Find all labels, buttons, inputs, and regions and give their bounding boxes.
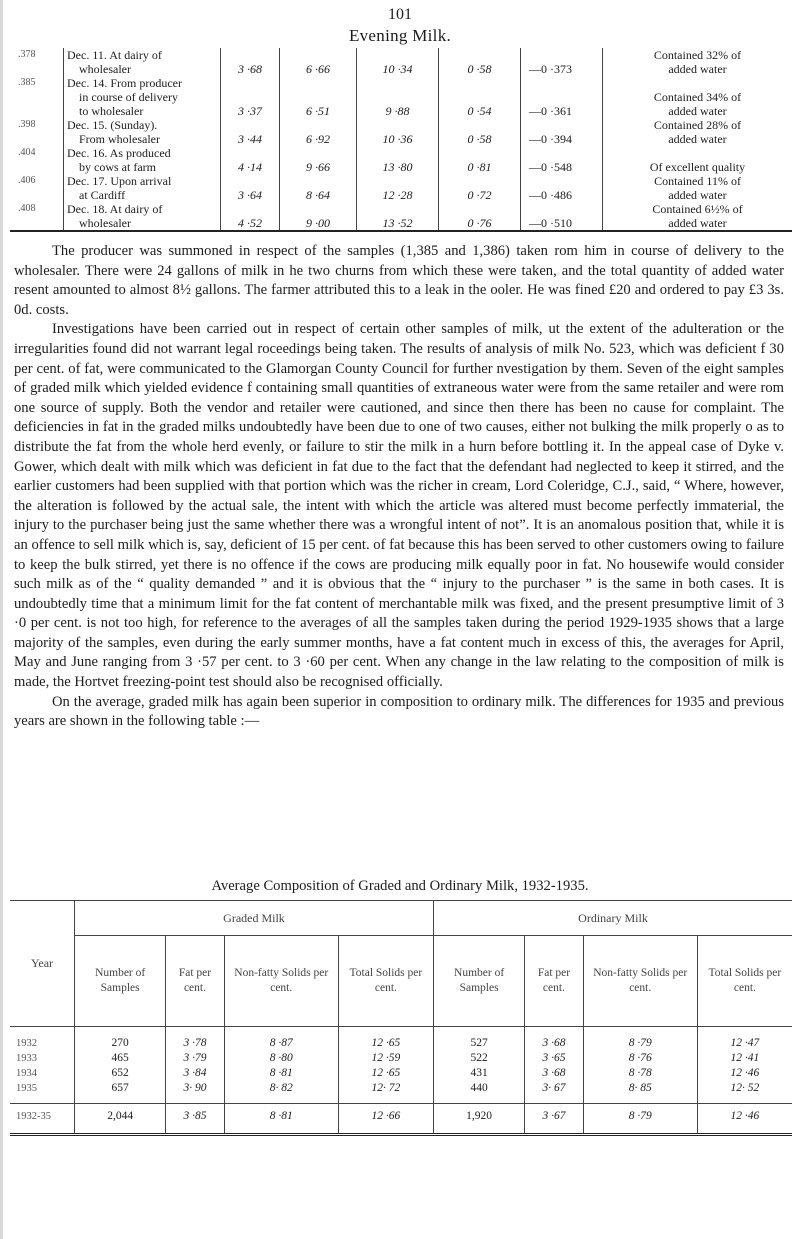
sample-total-solids: 13 ·52 (357, 202, 439, 231)
sample-remark: Contained 28% of added water (653, 118, 742, 146)
column-header: Total Solids per cent. (697, 936, 792, 1027)
table-row (10, 174, 792, 202)
sample-fat: 3 ·44 (221, 118, 280, 146)
sample-non-fatty-solids: 6 ·92 (280, 118, 357, 146)
table-cell: 3· 67 (525, 1081, 583, 1104)
column-header: Non-fatty Solids per cent. (583, 936, 697, 1027)
sample-number: .398 (10, 118, 64, 146)
table-cell: 3· 90 (166, 1081, 224, 1104)
sample-depression: —0 ·548 (521, 146, 603, 174)
sample-value: 0 ·54 (439, 76, 521, 118)
table-cell: 3 ·85 (166, 1104, 224, 1135)
column-header: Fat per cent. (166, 936, 224, 1027)
sample-description: Dec. 14. From producer in course of delivery to wholesaler (64, 76, 221, 118)
sample-value: 0 ·76 (439, 202, 521, 231)
page-number: 101 (388, 6, 412, 23)
table-cell: 12· 52 (697, 1081, 792, 1104)
sample-fat: 3 ·68 (221, 48, 280, 76)
section-title: Evening Milk. (348, 26, 452, 45)
sample-remark: Contained 34% of added water (653, 90, 742, 118)
sample-non-fatty-solids: 6 ·66 (280, 48, 357, 76)
year-header: Year (10, 901, 75, 1027)
sample-fat: 4 ·14 (221, 146, 280, 174)
sample-remark: Contained 32% of added water (653, 48, 742, 76)
table-row (10, 1066, 792, 1081)
sample-fat: 4 ·52 (221, 202, 280, 231)
sample-depression: —0 ·361 (521, 76, 603, 118)
sample-number: .404 (10, 146, 64, 174)
table-cell: 1,920 (433, 1104, 524, 1135)
table-cell: 8 ·81 (224, 1066, 338, 1081)
year-cell: 1932 (10, 1027, 75, 1052)
table-cell: 522 (433, 1051, 524, 1066)
sample-number: .408 (10, 202, 64, 231)
sample-fat: 3 ·37 (221, 76, 280, 118)
table-cell: 652 (75, 1066, 166, 1081)
sample-non-fatty-solids: 9 ·00 (280, 202, 357, 231)
body-text (14, 242, 784, 732)
table-cell: 657 (75, 1081, 166, 1104)
table-cell: 8 ·79 (583, 1104, 697, 1135)
table-cell: 3 ·68 (525, 1066, 583, 1081)
table-cell: 440 (433, 1081, 524, 1104)
table-cell: 8 ·79 (583, 1027, 697, 1052)
table-cell: 12 ·46 (730, 1067, 760, 1079)
table-cell: 12 ·65 (338, 1027, 433, 1052)
table-cell: 8· 82 (224, 1081, 338, 1104)
sample-description: Dec. 18. At dairy of wholesaler (64, 202, 221, 231)
graded-milk-header: Graded Milk (75, 901, 434, 936)
sample-value: 0 ·58 (439, 118, 521, 146)
column-header: Total Solids per cent. (338, 936, 433, 1027)
paragraph: On the average, graded milk has again been superior in composition to ordinary milk. The differences for 1935 and previous years are shown in the following table :— (14, 693, 784, 730)
table-row (10, 118, 792, 146)
year-cell: 1932-35 (10, 1104, 75, 1135)
table-cell: 8 ·80 (224, 1051, 338, 1066)
sample-remark: Of excellent quality (649, 160, 746, 174)
table-cell: 8 ·81 (224, 1104, 338, 1135)
sample-number: .385 (10, 76, 64, 118)
sample-number: .378 (10, 48, 64, 76)
table-cell: 12 ·41 (730, 1052, 760, 1064)
column-header: Number of Samples (75, 936, 166, 1027)
sample-value: 0 ·58 (439, 48, 521, 76)
table-row (10, 1051, 792, 1066)
table-cell: 3 ·84 (166, 1066, 224, 1081)
composition-table (10, 900, 792, 1136)
table-cell: 431 (433, 1066, 524, 1081)
sample-depression: —0 ·394 (521, 118, 603, 146)
sample-fat: 3 ·64 (221, 174, 280, 202)
sample-value: 0 ·81 (439, 146, 521, 174)
sample-depression: —0 ·373 (521, 48, 603, 76)
column-header: Number of Samples (433, 936, 524, 1027)
sample-description: Dec. 15. (Sunday). From wholesaler (64, 118, 221, 146)
column-header: Non-fatty Solids per cent. (224, 936, 338, 1027)
paragraph: Investigations have been carried out in respect of certain other samples of milk, ut the extent of the adulteration or the irregularities found did not warrant legal roceedings being taken. The results of analysis of milk No. 523, which was deficient f 30 per cent. of fat, were communicated to the Glamorgan County Council for further nvestigation by them. Seven of the eight samples of graded milk which yielded evidence f containing small quantities of extraneous water were from the same retailer and were rom one source of supply. Both the vendor and retailer were cautioned, and since then there has been no cause for complaint. The deficiencies in fat in the graded milks undoubtedly have been due to one of two causes, either not bulking the milk properly o as to distribute the fat from the whole herd evenly, or failure to stir the milk in a hurn before bottling it. In the appeal case of Dyke v. Gower, which dealt with milk which was deficient in fat due to the fact that the defendant had neglected to keep it stirred, and the earlier customers had been supplied with that portion which was the richer in cream, Lord Coleridge, C.J., said, “ Where, however, the alteration is followed by the actual sale, the intent with which the article was altered must become perfectly immaterial, the injury to the purchaser being just the same whether there was a wrongful intent of not”. It is an anomalous position that, while it is an offence to sell milk which is, say, deficient of 15 per cent. of fat because this has been served to other customers owing to failure to keep the bulk stirred, yet there is no offence if the cows are producing milk equally poor in fat. No housewife would consider such milk as of the “ quality demanded ” and it is obvious that the “ injury to the purchaser ” is the same in both cases. It is undoubtedly time that a minimum limit for the fat content of merchantable milk was fixed, and the present presumptive limit of 3 ·0 per cent. is not too high, for reference to the averages of all the samples taken during the period 1929-1935 shows that a large majority of the samples, even during the early summer months, have a fat content much in excess of this, the averages for April, May and June ranging from 3 ·57 per cent. to 3 ·60 per cent. When any change in the law relating to the composition of milk is made, the Hortvet freezing-point test should also be recognised officially. (14, 321, 784, 691)
table-cell: 12 ·66 (338, 1104, 433, 1135)
sample-non-fatty-solids: 6 ·51 (280, 76, 357, 118)
year-cell: 1933 (10, 1051, 75, 1066)
sample-description: Dec. 16. As produced by cows at farm (64, 146, 221, 174)
table-cell: 3 ·65 (525, 1051, 583, 1066)
table-cell: 12 ·65 (338, 1066, 433, 1081)
table-cell: 12· 72 (338, 1081, 433, 1104)
sample-total-solids: 12 ·28 (357, 174, 439, 202)
page-left-edge (0, 0, 3, 1239)
table-row (10, 76, 792, 118)
sample-non-fatty-solids: 8 ·64 (280, 174, 357, 202)
table-cell: 12 ·59 (338, 1051, 433, 1066)
sample-total-solids: 10 ·36 (357, 118, 439, 146)
table-row (10, 48, 792, 76)
table-cell: 8 ·76 (583, 1051, 697, 1066)
table-cell: 8 ·78 (583, 1066, 697, 1081)
table-cell: 465 (75, 1051, 166, 1066)
sample-non-fatty-solids: 9 ·66 (280, 146, 357, 174)
table-cell: 8· 85 (583, 1081, 697, 1104)
sample-total-solids: 10 ·34 (357, 48, 439, 76)
ordinary-milk-header: Ordinary Milk (433, 901, 792, 936)
sample-value: 0 ·72 (439, 174, 521, 202)
table-cell: 527 (433, 1027, 524, 1052)
table-cell: 3 ·78 (166, 1027, 224, 1052)
sample-remark: Contained 6½% of added water (603, 202, 793, 231)
sample-remark: Contained 11% of added water (654, 174, 741, 202)
table-row (10, 202, 792, 231)
sample-description: Dec. 17. Upon arrival at Cardiff (64, 174, 221, 202)
table-cell: 8 ·87 (224, 1027, 338, 1052)
composition-table-title: Average Composition of Graded and Ordinary Milk, 1932-1935. (211, 878, 589, 894)
year-cell: 1934 (10, 1066, 75, 1081)
table-cell: 270 (75, 1027, 166, 1052)
total-row (10, 1104, 792, 1135)
table-cell: 2,044 (75, 1104, 166, 1135)
table-cell: 12 ·47 (730, 1037, 760, 1049)
table-row (10, 146, 792, 174)
table-cell: 3 ·68 (525, 1027, 583, 1052)
sample-depression: —0 ·486 (521, 174, 603, 202)
paragraph: The producer was summoned in respect of the samples (1,385 and 1,386) taken rom him in course of delivery to the wholesaler. There were 24 gallons of milk in he two churns from which these were taken, and the total quantity of added water resent amounted to almost 8½ gallons. The farmer attributed this to a leak in the ooler. He was fined £20 and ordered to pay £3 3s. 0d. costs. (14, 243, 784, 318)
table-cell: 3 ·79 (166, 1051, 224, 1066)
column-header: Fat per cent. (525, 936, 583, 1027)
sample-depression: —0 ·510 (521, 202, 603, 231)
table-row (10, 1081, 792, 1104)
sample-total-solids: 9 ·88 (357, 76, 439, 118)
sample-description: Dec. 11. At dairy of wholesaler (64, 48, 221, 76)
table-cell: 3 ·67 (525, 1104, 583, 1135)
year-cell: 1935 (10, 1081, 75, 1104)
table-row (10, 1027, 792, 1052)
sample-number: .406 (10, 174, 64, 202)
table-cell: 12 ·46 (697, 1104, 792, 1135)
samples-table (10, 48, 792, 232)
sample-total-solids: 13 ·80 (357, 146, 439, 174)
